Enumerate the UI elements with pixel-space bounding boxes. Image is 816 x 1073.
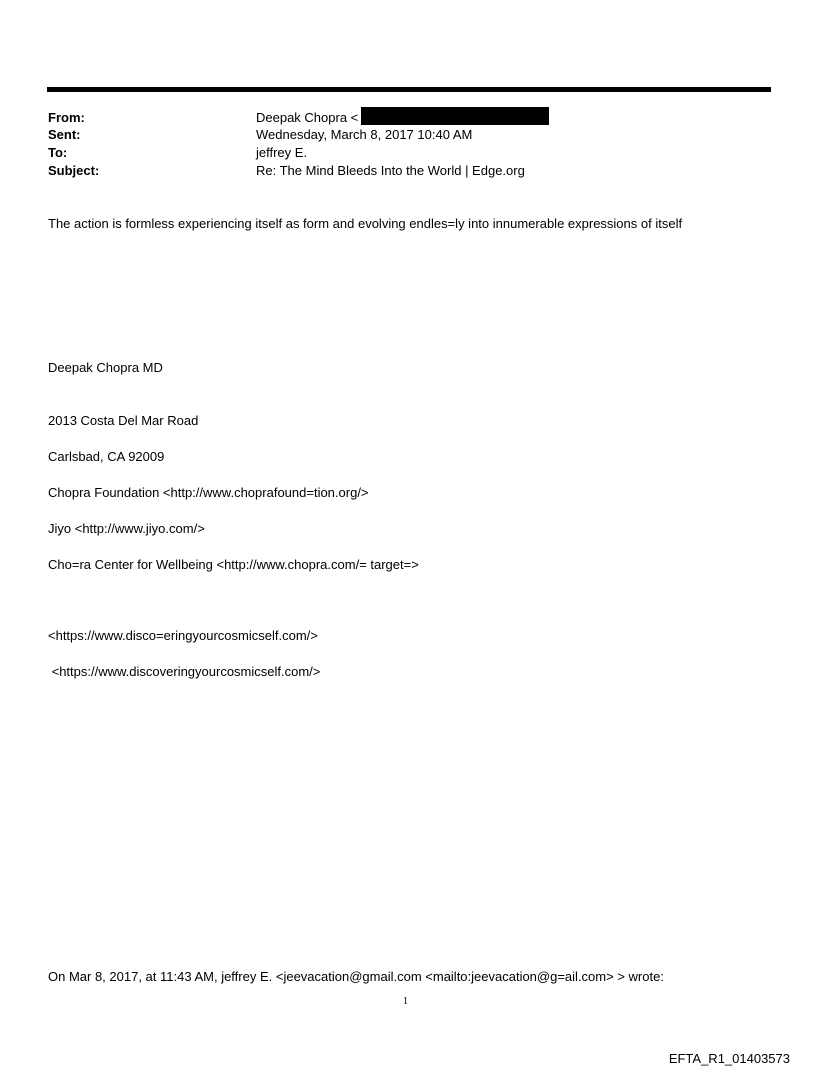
header-from-row [48,109,768,127]
redaction-box [361,107,549,125]
subject-value: Re: The Mind Bleeds Into the World | Edge.org [256,163,525,178]
signature-link-wellbeing: Cho=ra Center for Wellbeing <http://www.chopra.com/= target=> [48,557,419,572]
from-value [256,109,549,127]
signature-link-jiyo: Jiyo <http://www.jiyo.com/> [48,521,205,536]
header-subject-row [48,162,768,180]
signature-name: Deepak Chopra MD [48,360,163,375]
signature-address-line2: Carlsbad, CA 92009 [48,449,165,464]
quoted-reply-intro: On Mar 8, 2017, at 11:43 AM, jeffrey E. <jeevacation@gmail.com <mailto:jeevacation@g=ail.com> > wrote: [48,969,664,984]
signature-address-line1: 2013 Costa Del Mar Road [48,413,199,428]
from-label: From: [48,110,85,125]
subject-label: Subject: [48,163,100,178]
header-to-row [48,144,768,162]
from-sender: Deepak Chopra < [256,110,359,125]
to-label: To: [48,145,68,160]
header-sent-row [48,126,768,144]
message-body: The action is formless experiencing itself as form and evolving endles=ly into innumerable expressions of itself [48,216,683,231]
sent-label: Sent: [48,127,81,142]
signature-link-cosmicself-1: <https://www.disco=eringyourcosmicself.com/> [48,628,318,643]
sent-value: Wednesday, March 8, 2017 10:40 AM [256,127,473,142]
to-value: jeffrey E. [256,145,308,160]
signature-link-cosmicself-2: <https://www.discoveringyourcosmicself.com/> [48,664,321,679]
document-id: EFTA_R1_01403573 [668,1051,790,1066]
signature-link-foundation: Chopra Foundation <http://www.choprafound=tion.org/> [48,485,369,500]
page-number: 1 [403,996,408,1007]
header-divider-rule [47,87,771,92]
